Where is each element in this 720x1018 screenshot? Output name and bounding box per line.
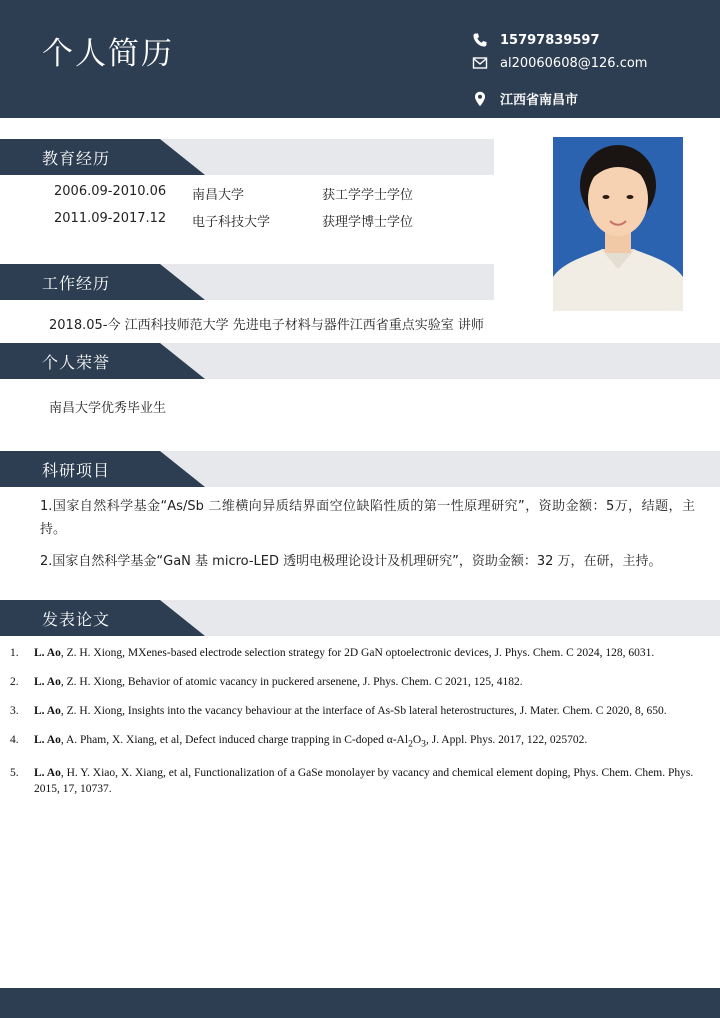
project-entry: 1.国家自然科学基金“As/Sb 二维横向异质结界面空位缺陷性质的第一性原理研究”，资助金额：5万，结题，主持。 <box>40 499 695 537</box>
section-header-papers <box>0 600 720 636</box>
formula-element: O <box>412 734 422 746</box>
contact-email <box>472 55 647 71</box>
publication-author: L. Ao <box>34 676 61 688</box>
work-entry: 2018.05-今 江西科技师范大学 先进电子材料与器件江西省重点实验室 讲师 <box>49 318 484 333</box>
education-degree: 获理学博士学位 <box>322 215 414 230</box>
publication-list <box>10 645 710 810</box>
formula-subscript: 2 <box>408 738 413 750</box>
list-item <box>10 645 710 661</box>
section-title: 工作经历 <box>42 274 111 293</box>
publication-citation: , H. Y. Xiao, X. Xiang, et al, Functionalization of a GaSe monolayer by vacancy and chemical element doping, Phys. Chem. Chem. Phys. 2015, 17, 10737. <box>34 767 694 796</box>
section-bar-fill <box>150 600 720 636</box>
education-period: 2011.09-2017.12 <box>54 211 167 226</box>
publication-number: 1. <box>10 647 19 659</box>
page-title: 个人简历 <box>42 36 174 72</box>
section-bar-fill <box>150 343 720 379</box>
phone-number: 15797839597 <box>500 32 600 48</box>
project-entry: 2.国家自然科学基金“GaN 基 micro-LED 透明电极理论设计及机理研究”，资助金额：32 万，在研，主持。 <box>40 554 662 569</box>
section-title: 发表论文 <box>42 610 111 629</box>
section-bar-fill <box>150 264 494 300</box>
section-title: 教育经历 <box>42 149 111 168</box>
publication-number: 2. <box>10 676 19 688</box>
map-pin-icon <box>472 91 488 107</box>
header-banner <box>0 0 720 118</box>
section-bar-fill <box>150 451 720 487</box>
section-header-education <box>0 139 720 175</box>
publication-author: L. Ao <box>34 734 61 746</box>
publication-number: 3. <box>10 705 19 717</box>
list-item <box>10 674 710 690</box>
list-item <box>10 703 710 719</box>
email-address: al20060608@126.com <box>500 55 648 71</box>
section-header-honors <box>0 343 720 379</box>
envelope-icon <box>472 55 488 71</box>
publication-citation: , Z. H. Xiong, Behavior of atomic vacancy in puckered arsenene, J. Phys. Chem. C 2021, 125, 4182. <box>60 676 523 688</box>
phone-icon <box>472 32 488 48</box>
contact-phone <box>472 32 600 48</box>
section-header-projects <box>0 451 720 487</box>
publication-citation: , Z. H. Xiong, MXenes-based electrode selection strategy for 2D GaN optoelectronic devices, J. Phys. Chem. C 2024, 128, 6031. <box>60 647 655 659</box>
section-title: 个人荣誉 <box>42 353 111 372</box>
contact-location <box>472 89 578 108</box>
footer-bar <box>0 988 720 1018</box>
formula-subscript: 3 <box>421 738 426 750</box>
publication-number: 4. <box>10 734 19 746</box>
publication-author: L. Ao <box>34 705 61 717</box>
publication-author: L. Ao <box>34 647 61 659</box>
education-school: 电子科技大学 <box>192 215 271 230</box>
list-item <box>10 765 710 797</box>
education-degree: 获工学学士学位 <box>322 188 414 203</box>
education-school: 南昌大学 <box>192 188 245 203</box>
publication-number: 5. <box>10 767 19 780</box>
honor-entry: 南昌大学优秀毕业生 <box>49 401 167 416</box>
publication-citation-end: , J. Appl. Phys. 2017, 122, 025702. <box>425 734 588 746</box>
section-title: 科研项目 <box>42 461 111 480</box>
education-period: 2006.09-2010.06 <box>54 184 167 199</box>
list-item <box>10 732 710 752</box>
location-text: 江西省南昌市 <box>500 93 579 108</box>
publication-author: L. Ao <box>34 767 61 780</box>
publication-citation: , Z. H. Xiong, Insights into the vacancy behaviour at the interface of As-Sb lateral heterostructures, J. Mater. Chem. C 2020, 8, 650. <box>60 705 667 717</box>
section-bar-fill <box>150 139 494 175</box>
section-header-work <box>0 264 720 300</box>
publication-citation: , A. Pham, X. Xiang, et al, Defect induced charge trapping in C-doped α-Al <box>60 734 409 746</box>
